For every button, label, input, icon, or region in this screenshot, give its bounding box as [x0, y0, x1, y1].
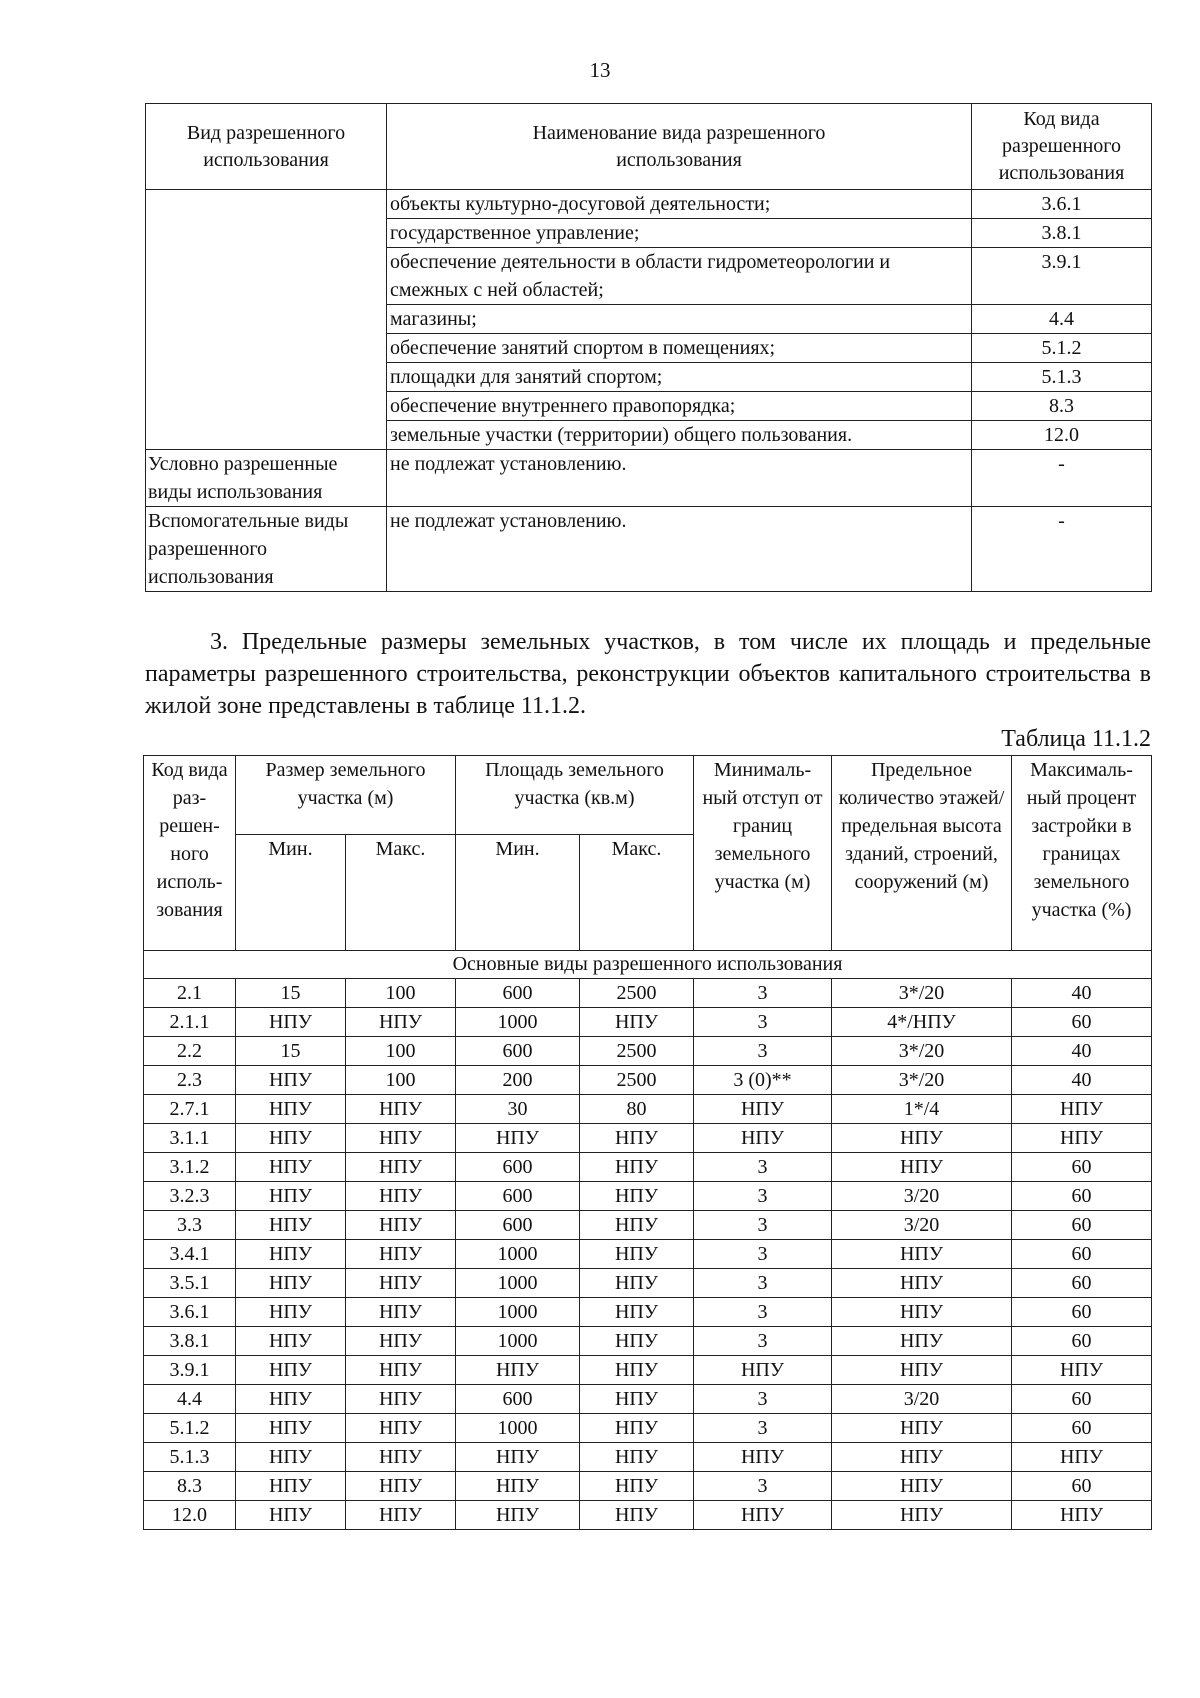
max-coverage-cell: 40: [1012, 1037, 1152, 1066]
max-coverage-cell: НПУ: [1012, 1501, 1152, 1530]
min-setback-cell: НПУ: [694, 1124, 832, 1153]
size-min-cell: НПУ: [236, 1269, 346, 1298]
code-cell: 5.1.2: [144, 1414, 236, 1443]
min-setback-cell: НПУ: [694, 1501, 832, 1530]
area-min-cell: 1000: [456, 1240, 580, 1269]
area-max-cell: НПУ: [580, 1501, 694, 1530]
use-name-cell: обеспечение внутреннего правопорядка;: [387, 392, 972, 421]
max-coverage-cell: НПУ: [1012, 1124, 1152, 1153]
table-row: [144, 1443, 1152, 1472]
size-max-cell: НПУ: [346, 1443, 456, 1472]
table-row: [144, 1211, 1152, 1240]
max-coverage-cell: 60: [1012, 1269, 1152, 1298]
area-min-cell: НПУ: [456, 1356, 580, 1385]
header-max-floors: Предельное количество этажей/ предельная высота зданий, строений, сооружений (м): [832, 756, 1012, 951]
max-coverage-cell: 60: [1012, 1414, 1152, 1443]
size-min-cell: НПУ: [236, 1385, 346, 1414]
table-row: [144, 1356, 1152, 1385]
area-min-cell: 600: [456, 1211, 580, 1240]
area-max-cell: 2500: [580, 979, 694, 1008]
code-cell: 3.4.1: [144, 1240, 236, 1269]
size-max-cell: НПУ: [346, 1182, 456, 1211]
area-min-cell: 1000: [456, 1414, 580, 1443]
size-max-cell: НПУ: [346, 1008, 456, 1037]
header-use-code: Код вида разрешенного использования: [972, 104, 1152, 190]
conditional-use-name-cell: не подлежат установлению.: [387, 450, 972, 507]
size-max-cell: НПУ: [346, 1501, 456, 1530]
code-cell: 2.1.1: [144, 1008, 236, 1037]
area-max-cell: НПУ: [580, 1211, 694, 1240]
section-row: [144, 951, 1152, 979]
size-max-cell: НПУ: [346, 1472, 456, 1501]
use-code-cell: 3.9.1: [972, 248, 1152, 305]
area-min-cell: 1000: [456, 1327, 580, 1356]
size-min-cell: НПУ: [236, 1356, 346, 1385]
max-floors-cell: 3*/20: [832, 1037, 1012, 1066]
size-min-cell: НПУ: [236, 1124, 346, 1153]
max-floors-cell: 3/20: [832, 1385, 1012, 1414]
max-floors-cell: НПУ: [832, 1414, 1012, 1443]
max-floors-cell: 3/20: [832, 1211, 1012, 1240]
table-row: [144, 1385, 1152, 1414]
size-max-cell: НПУ: [346, 1153, 456, 1182]
code-cell: 12.0: [144, 1501, 236, 1530]
size-min-cell: НПУ: [236, 1327, 346, 1356]
size-max-cell: НПУ: [346, 1211, 456, 1240]
size-min-cell: НПУ: [236, 1182, 346, 1211]
area-max-cell: НПУ: [580, 1414, 694, 1443]
area-max-cell: НПУ: [580, 1356, 694, 1385]
max-coverage-cell: 60: [1012, 1211, 1152, 1240]
min-setback-cell: 3: [694, 1037, 832, 1066]
max-floors-cell: 1*/4: [832, 1095, 1012, 1124]
area-min-cell: НПУ: [456, 1501, 580, 1530]
size-min-cell: НПУ: [236, 1008, 346, 1037]
max-coverage-cell: 40: [1012, 1066, 1152, 1095]
area-max-cell: НПУ: [580, 1240, 694, 1269]
min-setback-cell: 3: [694, 1240, 832, 1269]
use-name-cell: площадки для занятий спортом;: [387, 363, 972, 392]
code-cell: 5.1.3: [144, 1443, 236, 1472]
min-setback-cell: 3: [694, 1472, 832, 1501]
table-row: [144, 1327, 1152, 1356]
header-use-type: Вид разрешенного использования: [146, 104, 387, 190]
area-min-cell: 600: [456, 1153, 580, 1182]
header-area-min: Мин.: [456, 835, 580, 951]
size-min-cell: НПУ: [236, 1095, 346, 1124]
max-coverage-cell: НПУ: [1012, 1356, 1152, 1385]
min-setback-cell: 3: [694, 1298, 832, 1327]
area-max-cell: 2500: [580, 1066, 694, 1095]
page-number: 13: [589, 58, 611, 82]
table-row: [144, 1008, 1152, 1037]
use-name-cell: магазины;: [387, 305, 972, 334]
max-coverage-cell: НПУ: [1012, 1095, 1152, 1124]
auxiliary-use-name-cell: не подлежат установлению.: [387, 507, 972, 592]
size-min-cell: НПУ: [236, 1414, 346, 1443]
max-coverage-cell: 60: [1012, 1008, 1152, 1037]
max-coverage-cell: НПУ: [1012, 1443, 1152, 1472]
area-min-cell: 30: [456, 1095, 580, 1124]
size-max-cell: 100: [346, 979, 456, 1008]
area-max-cell: НПУ: [580, 1269, 694, 1298]
code-cell: 2.2: [144, 1037, 236, 1066]
area-min-cell: НПУ: [456, 1124, 580, 1153]
max-floors-cell: НПУ: [832, 1356, 1012, 1385]
section-title: Основные виды разрешенного использования: [144, 951, 1152, 979]
use-code-cell: 12.0: [972, 421, 1152, 450]
use-name-cell: объекты культурно-досуговой деятельности;: [387, 190, 972, 219]
use-code-cell: 4.4: [972, 305, 1152, 334]
code-cell: 3.3: [144, 1211, 236, 1240]
min-setback-cell: 3: [694, 1008, 832, 1037]
max-coverage-cell: 60: [1012, 1385, 1152, 1414]
min-setback-cell: 3: [694, 979, 832, 1008]
use-name-cell: обеспечение деятельности в области гидрометеорологии и смежных с ней областей;: [387, 248, 972, 305]
size-min-cell: НПУ: [236, 1298, 346, 1327]
table-row: [144, 1182, 1152, 1211]
area-min-cell: 600: [456, 979, 580, 1008]
code-cell: 3.2.3: [144, 1182, 236, 1211]
size-min-cell: НПУ: [236, 1153, 346, 1182]
auxiliary-use-category-cell: Вспомогательные виды разрешенного использования: [146, 507, 387, 592]
min-setback-cell: 3: [694, 1269, 832, 1298]
size-min-cell: НПУ: [236, 1211, 346, 1240]
max-floors-cell: НПУ: [832, 1327, 1012, 1356]
max-coverage-cell: 60: [1012, 1298, 1152, 1327]
header-use-name: Наименование вида разрешенного использования: [387, 104, 972, 190]
code-cell: 3.9.1: [144, 1356, 236, 1385]
area-max-cell: НПУ: [580, 1153, 694, 1182]
conditional-use-row: [146, 450, 1152, 507]
area-min-cell: 600: [456, 1385, 580, 1414]
code-cell: 3.8.1: [144, 1327, 236, 1356]
use-code-cell: 5.1.2: [972, 334, 1152, 363]
table-row: [144, 1124, 1152, 1153]
table-row: [146, 190, 1152, 219]
max-coverage-cell: 60: [1012, 1182, 1152, 1211]
max-floors-cell: НПУ: [832, 1298, 1012, 1327]
min-setback-cell: 3: [694, 1327, 832, 1356]
header-area-max: Макс.: [580, 835, 694, 951]
size-max-cell: НПУ: [346, 1356, 456, 1385]
max-coverage-cell: 40: [1012, 979, 1152, 1008]
area-max-cell: НПУ: [580, 1327, 694, 1356]
size-max-cell: НПУ: [346, 1385, 456, 1414]
min-setback-cell: НПУ: [694, 1095, 832, 1124]
area-max-cell: НПУ: [580, 1443, 694, 1472]
max-coverage-cell: 60: [1012, 1327, 1152, 1356]
min-setback-cell: 3: [694, 1153, 832, 1182]
size-max-cell: НПУ: [346, 1327, 456, 1356]
use-name-cell: земельные участки (территории) общего пользования.: [387, 421, 972, 450]
max-floors-cell: НПУ: [832, 1240, 1012, 1269]
min-setback-cell: 3: [694, 1211, 832, 1240]
use-code-cell: 5.1.3: [972, 363, 1152, 392]
conditional-use-category-cell: Условно разрешенные виды использования: [146, 450, 387, 507]
min-setback-cell: 3 (0)**: [694, 1066, 832, 1095]
header-plot-size: Размер земельного участка (м): [236, 756, 456, 835]
header-plot-area: Площадь земельного участка (кв.м): [456, 756, 694, 835]
area-min-cell: 600: [456, 1037, 580, 1066]
size-min-cell: НПУ: [236, 1472, 346, 1501]
max-floors-cell: 3/20: [832, 1182, 1012, 1211]
size-max-cell: 100: [346, 1066, 456, 1095]
conditional-use-code-cell: -: [972, 450, 1152, 507]
max-floors-cell: НПУ: [832, 1153, 1012, 1182]
max-floors-cell: НПУ: [832, 1269, 1012, 1298]
area-max-cell: 2500: [580, 1037, 694, 1066]
area-max-cell: НПУ: [580, 1182, 694, 1211]
permitted-use-table: [145, 103, 1152, 592]
table-row: [144, 1037, 1152, 1066]
area-max-cell: НПУ: [580, 1124, 694, 1153]
limits-table: [143, 755, 1152, 1530]
header-size-max: Макс.: [346, 835, 456, 951]
area-min-cell: 1000: [456, 1008, 580, 1037]
table-row: [144, 1414, 1152, 1443]
max-floors-cell: НПУ: [832, 1472, 1012, 1501]
size-max-cell: 100: [346, 1037, 456, 1066]
area-min-cell: 200: [456, 1066, 580, 1095]
code-cell: 4.4: [144, 1385, 236, 1414]
max-floors-cell: НПУ: [832, 1501, 1012, 1530]
use-code-cell: 8.3: [972, 392, 1152, 421]
size-max-cell: НПУ: [346, 1414, 456, 1443]
size-min-cell: НПУ: [236, 1066, 346, 1095]
table-row: [144, 1501, 1152, 1530]
size-max-cell: НПУ: [346, 1095, 456, 1124]
area-min-cell: 600: [456, 1182, 580, 1211]
size-max-cell: НПУ: [346, 1124, 456, 1153]
table-header-row: [144, 756, 1152, 835]
header-max-coverage: Максималь- ный процент застройки в границах земельного участка (%): [1012, 756, 1152, 951]
size-max-cell: НПУ: [346, 1269, 456, 1298]
table-row: [144, 1095, 1152, 1124]
main-use-category-cell: [146, 190, 387, 450]
min-setback-cell: НПУ: [694, 1443, 832, 1472]
size-min-cell: НПУ: [236, 1501, 346, 1530]
min-setback-cell: НПУ: [694, 1356, 832, 1385]
size-min-cell: НПУ: [236, 1443, 346, 1472]
use-name-cell: государственное управление;: [387, 219, 972, 248]
area-max-cell: НПУ: [580, 1385, 694, 1414]
max-coverage-cell: 60: [1012, 1240, 1152, 1269]
min-setback-cell: 3: [694, 1385, 832, 1414]
size-min-cell: 15: [236, 979, 346, 1008]
max-coverage-cell: 60: [1012, 1472, 1152, 1501]
code-cell: 3.6.1: [144, 1298, 236, 1327]
code-cell: 3.1.1: [144, 1124, 236, 1153]
use-name-cell: обеспечение занятий спортом в помещениях;: [387, 334, 972, 363]
code-cell: 2.7.1: [144, 1095, 236, 1124]
code-cell: 3.1.2: [144, 1153, 236, 1182]
max-floors-cell: НПУ: [832, 1443, 1012, 1472]
code-cell: 8.3: [144, 1472, 236, 1501]
area-max-cell: НПУ: [580, 1008, 694, 1037]
table-row: [144, 1298, 1152, 1327]
paragraph-3: 3. Предельные размеры земельных участков, в том числе их площадь и предельные параметры разрешенного строительства, реконструкции объектов капитального строительства в жилой зоне представлены в таблице 11.1.2.: [145, 629, 1151, 719]
size-max-cell: НПУ: [346, 1298, 456, 1327]
header-size-min: Мин.: [236, 835, 346, 951]
auxiliary-use-code-cell: -: [972, 507, 1152, 592]
area-min-cell: НПУ: [456, 1443, 580, 1472]
code-cell: 3.5.1: [144, 1269, 236, 1298]
table-row: [144, 1153, 1152, 1182]
table-label: Таблица 11.1.2: [1001, 726, 1151, 752]
area-max-cell: НПУ: [580, 1472, 694, 1501]
area-min-cell: 1000: [456, 1269, 580, 1298]
auxiliary-use-row: [146, 507, 1152, 592]
table-row: [144, 1240, 1152, 1269]
header-code: Код вида раз- решен- ного исполь- зования: [144, 756, 236, 951]
max-floors-cell: 3*/20: [832, 979, 1012, 1008]
size-max-cell: НПУ: [346, 1240, 456, 1269]
min-setback-cell: 3: [694, 1414, 832, 1443]
use-code-cell: 3.8.1: [972, 219, 1152, 248]
size-min-cell: 15: [236, 1037, 346, 1066]
size-min-cell: НПУ: [236, 1240, 346, 1269]
code-cell: 2.1: [144, 979, 236, 1008]
area-min-cell: НПУ: [456, 1472, 580, 1501]
area-max-cell: НПУ: [580, 1298, 694, 1327]
use-code-cell: 3.6.1: [972, 190, 1152, 219]
max-floors-cell: 3*/20: [832, 1066, 1012, 1095]
max-floors-cell: НПУ: [832, 1124, 1012, 1153]
max-coverage-cell: 60: [1012, 1153, 1152, 1182]
header-min-setback: Минималь- ный отступ от границ земельного участка (м): [694, 756, 832, 951]
table-row: [144, 979, 1152, 1008]
table-row: [144, 1066, 1152, 1095]
min-setback-cell: 3: [694, 1182, 832, 1211]
code-cell: 2.3: [144, 1066, 236, 1095]
table-row: [144, 1472, 1152, 1501]
area-max-cell: 80: [580, 1095, 694, 1124]
table-row: [144, 1269, 1152, 1298]
table-header-row: [146, 104, 1152, 190]
area-min-cell: 1000: [456, 1298, 580, 1327]
max-floors-cell: 4*/НПУ: [832, 1008, 1012, 1037]
